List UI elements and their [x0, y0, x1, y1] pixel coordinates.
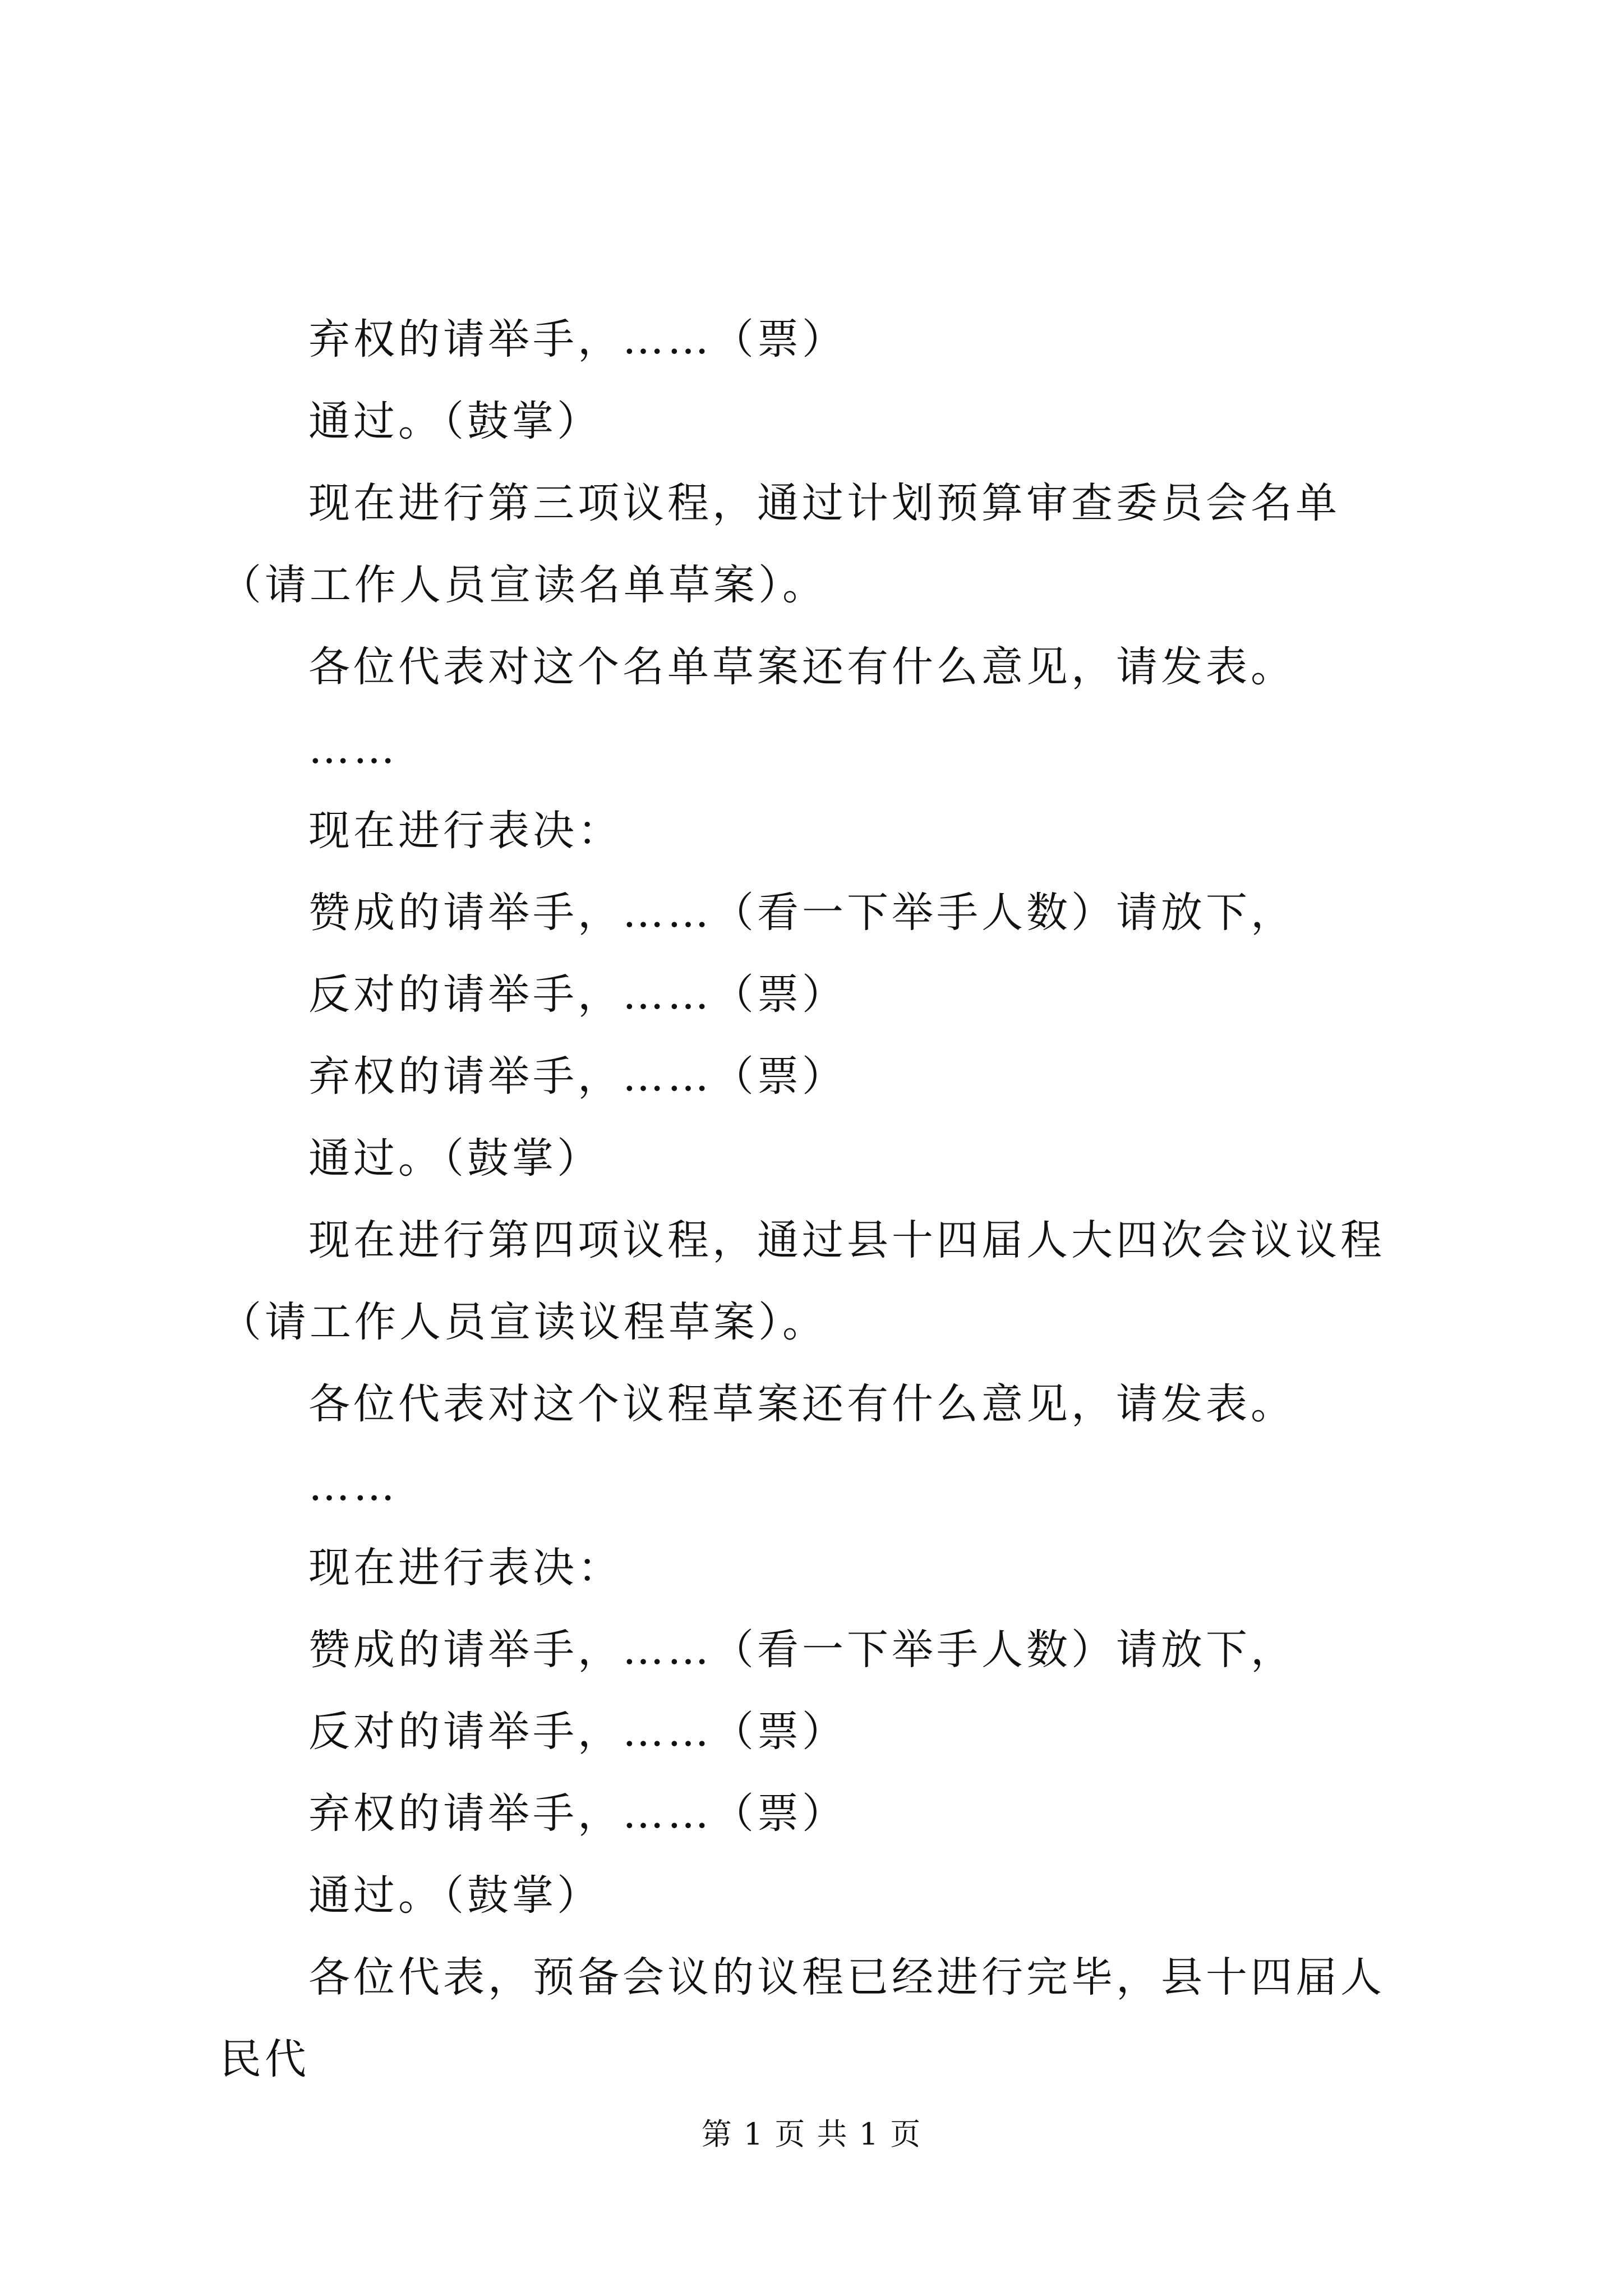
- paragraph: 弃权的请举手，……（票）: [308, 315, 847, 364]
- paragraph: 弃权的请举手，……（票）: [308, 1052, 847, 1101]
- page-number-footer: 第 1 页 共 1 页: [701, 2116, 922, 2152]
- paragraph: 弃权的请举手，……（票）: [308, 1789, 847, 1838]
- paragraph: 各位代表对这个议程草案还有什么意见，请发表。: [308, 1380, 1295, 1428]
- paragraph: 现在进行第四项议程，通过县十四届人大四次会议议程（请工作人员宣读议程草案）。: [220, 1216, 1385, 1346]
- paragraph: ……: [308, 1462, 398, 1510]
- paragraph: 各位代表对这个名单草案还有什么意见，请发表。: [308, 643, 1295, 691]
- paragraph: 通过。（鼓掌）: [308, 397, 602, 445]
- paragraph: 各位代表，预备会议的议程已经进行完毕，县十四届人民代: [220, 1953, 1385, 2083]
- paragraph: 反对的请举手，……（票）: [308, 970, 847, 1019]
- paragraph: 通过。（鼓掌）: [308, 1871, 602, 1920]
- paragraph: 现在进行表决：: [308, 1544, 623, 1592]
- paragraph: 反对的请举手，……（票）: [308, 1708, 847, 1756]
- paragraph: 现在进行表决：: [308, 807, 623, 855]
- paragraph: 通过。（鼓掌）: [308, 1134, 602, 1182]
- document-body: [220, 298, 1429, 2100]
- paragraph: 现在进行第三项议程，通过计划预算审查委员会名单（请工作人员宣读名单草案）。: [220, 479, 1340, 609]
- paragraph: 赞成的请举手，……（看一下举手人数）请放下，: [308, 1626, 1295, 1674]
- paragraph: ……: [308, 725, 398, 773]
- paragraph: 赞成的请举手，……（看一下举手人数）请放下，: [308, 889, 1295, 937]
